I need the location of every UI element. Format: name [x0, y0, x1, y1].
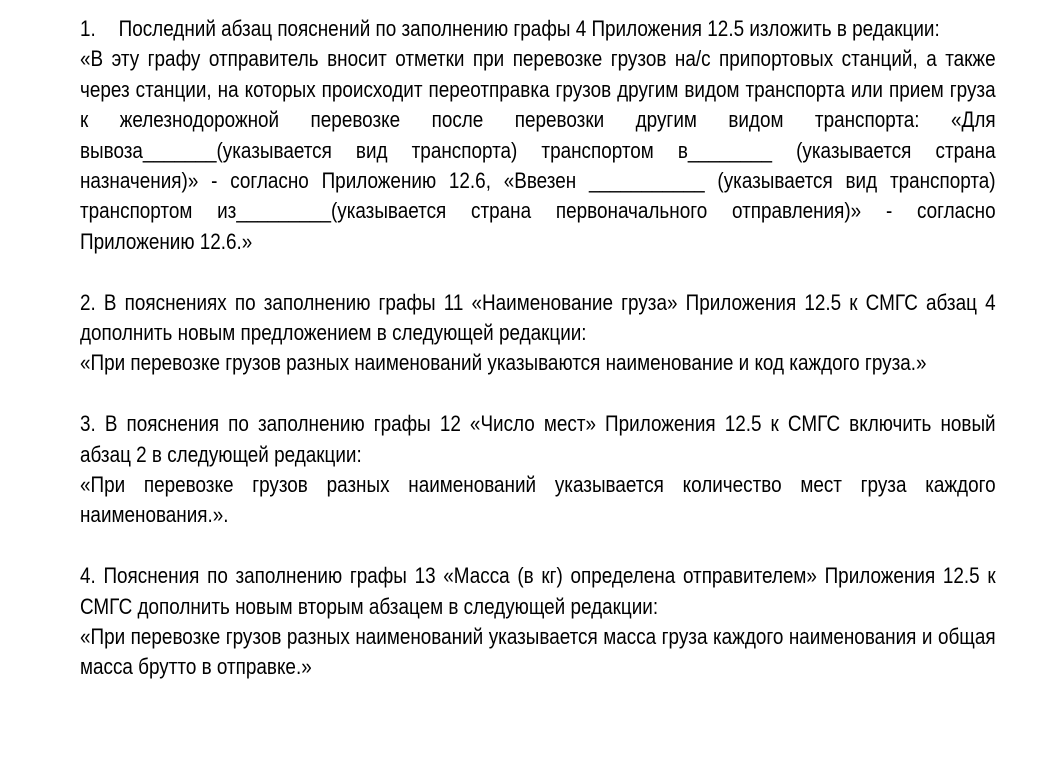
section-3-heading: 3. В пояснения по заполнению графы 12 «Число мест» Приложения 12.5 к СМГС включить новый абзац 2 в следующей редакции:: [80, 411, 996, 467]
section-2-quote: «При перевозке грузов разных наименований указываются наименование и код каждого груза.»: [80, 350, 927, 376]
document-body: [80, 14, 996, 683]
paragraph-gap: [80, 257, 996, 287]
paragraph-gap: [80, 531, 996, 561]
paragraph-gap: [80, 379, 996, 409]
section-4-heading: 4. Пояснения по заполнению графы 13 «Масса (в кг) определена отправителем» Приложения 12.5 к СМГС дополнить новым вторым абзацем в следующей редакции:: [80, 563, 996, 619]
section-2-heading: 2. В пояснениях по заполнению графы 11 «Наименование груза» Приложения 12.5 к СМГС абзац 4 дополнить новым предложением в следующей редакции:: [80, 289, 996, 346]
section-4-quote: «При перевозке грузов разных наименований указывается масса груза каждого наименования и общая масса брутто в отправке.»: [80, 624, 996, 680]
section-1-number: 1.: [80, 16, 96, 41]
section-1-quote: «В эту графу отправитель вносит отметки при перевозке грузов на/с припортовых станций, а также через станции, на которых происходит переотправка грузов другим видом транспорта или прием груза к железнодорожной перевозке после перевозки другим видом транспорта: «Для вывоза_______(указывается вид транспорта) транспортом в________ (указывается страна назначения)» - согласно Приложению 12.6, «Ввезен ___________ (указывается вид транспорта) транспортом из_________(указывается страна первоначального отправления)» - согласно Приложению 12.6.»: [80, 46, 996, 254]
section-1-heading: [80, 14, 996, 44]
section-1-heading-text: Последний абзац пояснений по заполнению графы 4 Приложения 12.5 изложить в редакции:: [118, 16, 940, 41]
section-3-quote: «При перевозке грузов разных наименований указывается количество мест груза каждого наименования.».: [80, 472, 996, 528]
